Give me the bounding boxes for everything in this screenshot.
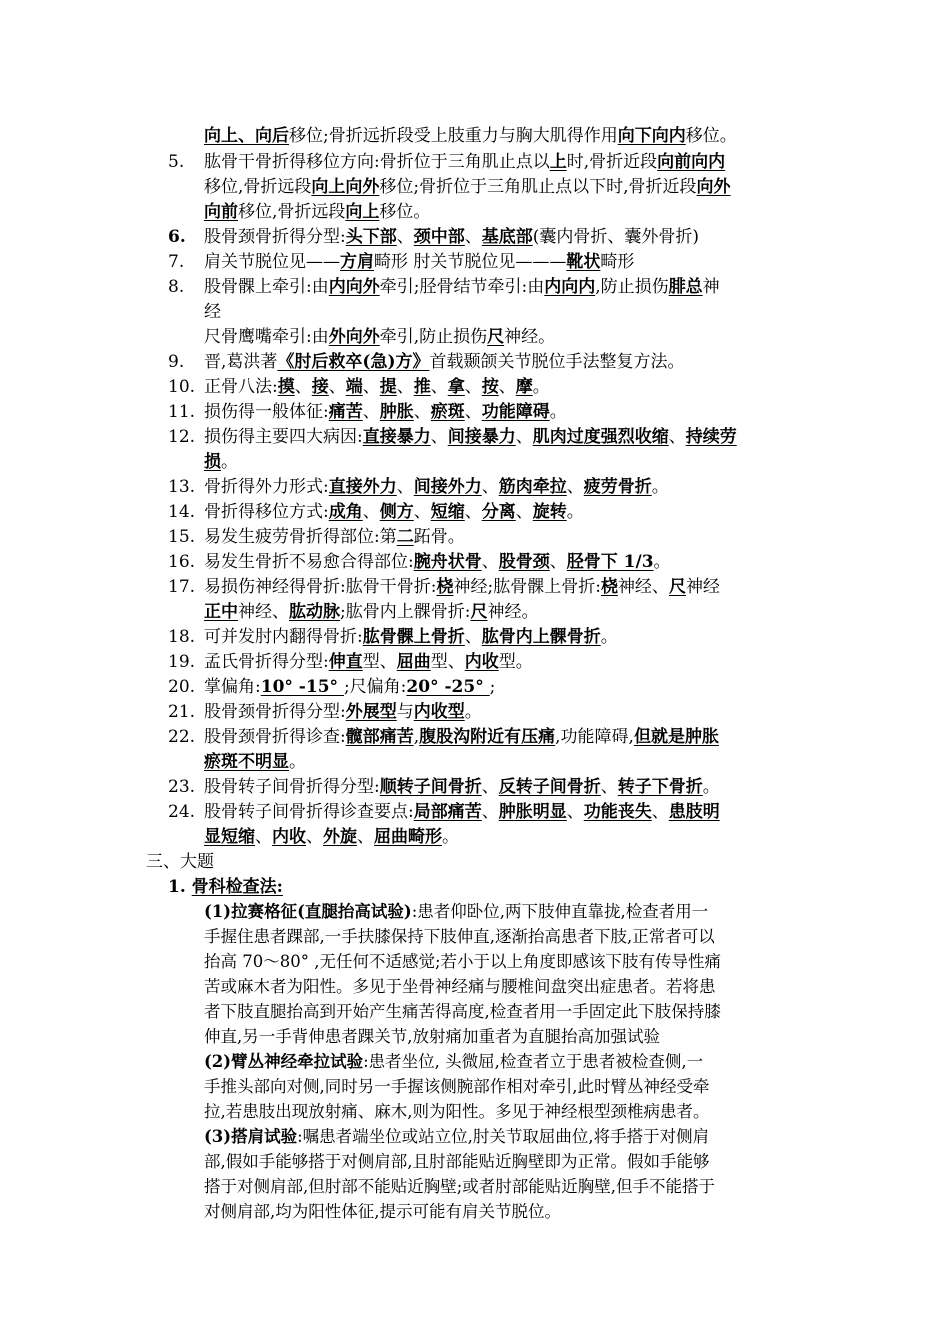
body-text: 。 bbox=[566, 502, 584, 522]
answer-text: 肿胀 bbox=[379, 402, 414, 422]
answer-text: 内收型 bbox=[413, 702, 465, 722]
list-item-text bbox=[204, 550, 671, 574]
body-text: 、 bbox=[498, 377, 516, 397]
list-number: 13. bbox=[168, 477, 196, 497]
body-text: 、 bbox=[651, 802, 669, 822]
body-text: :患者坐位, 头微屈,检查者立于患者被检查侧,一 bbox=[363, 1052, 704, 1071]
body-text: 畸形 肘关节脱位见——— bbox=[374, 252, 567, 272]
answer-text: 伸直 bbox=[328, 652, 363, 672]
text-line bbox=[204, 1175, 715, 1199]
list-number: 12. bbox=[168, 427, 196, 447]
body-text: 股骨髁上牵引:由 bbox=[204, 277, 329, 297]
answer-text: 向下向内 bbox=[617, 126, 686, 146]
body-text: 首载颞颌关节脱位手法整复方法。 bbox=[429, 352, 685, 372]
answer-text: 瘀斑 bbox=[430, 402, 465, 422]
list-item-text bbox=[204, 525, 465, 549]
list-number: 8. bbox=[168, 277, 185, 297]
body-text: 抬高 70～80° ,无任何不适感觉;若小于以上角度即感该下肢有传导性痛 bbox=[204, 952, 722, 971]
answer-text: 拿 bbox=[447, 377, 465, 397]
text-line bbox=[168, 875, 283, 899]
body-text: 经 bbox=[204, 302, 221, 322]
body-text: 神经 bbox=[685, 577, 720, 597]
answer-text: 股骨颈 bbox=[498, 552, 550, 572]
body-text: 、 bbox=[328, 377, 346, 397]
answer-text: 基底部 bbox=[481, 227, 533, 247]
answer-text: 尺 bbox=[668, 577, 686, 597]
list-item-text bbox=[204, 800, 720, 824]
answer-text: 接 bbox=[311, 377, 329, 397]
body-text: 股骨颈骨折得分型: bbox=[204, 227, 346, 247]
body-text: ;肱骨内上髁骨折: bbox=[340, 602, 471, 622]
text-line bbox=[204, 1125, 709, 1149]
answer-text: 肱动脉 bbox=[289, 602, 340, 622]
text-line bbox=[204, 600, 538, 624]
body-text: 神 bbox=[702, 277, 720, 297]
body-text: 、 bbox=[549, 552, 567, 572]
answer-text: 持续劳 bbox=[685, 427, 737, 447]
body-text: 移位,骨折远段 bbox=[238, 202, 346, 222]
answer-text: 推 bbox=[413, 377, 431, 397]
body-text: 。 bbox=[549, 402, 567, 422]
body-text: 型、 bbox=[430, 652, 465, 672]
body-text: 移位。 bbox=[685, 126, 737, 146]
answer-text: 内收 bbox=[464, 652, 499, 672]
list-number: 16. bbox=[168, 552, 196, 572]
body-text: 伸直,另一手背伸患者踝关节,放射痛加重者为直腿抬高加强试验 bbox=[204, 1027, 660, 1046]
list-number: 21. bbox=[168, 702, 196, 722]
answer-text: 损 bbox=[204, 452, 221, 472]
body-text: :患者仰卧位,两下肢伸直靠拢,检查者用一 bbox=[411, 902, 709, 921]
body-text: 。 bbox=[600, 627, 618, 647]
answer-text: 向上 bbox=[345, 202, 380, 222]
answer-text: 间接暴力 bbox=[447, 427, 516, 447]
list-item-text bbox=[204, 675, 495, 699]
list-item-text bbox=[204, 250, 634, 274]
list-number: 19. bbox=[168, 652, 196, 672]
text-line bbox=[204, 175, 731, 199]
text-line bbox=[204, 1000, 721, 1024]
answer-text: 向前向内 bbox=[657, 152, 726, 172]
text-line bbox=[204, 950, 721, 974]
body-text: 移位。 bbox=[379, 202, 431, 222]
list-item-text bbox=[204, 475, 669, 499]
body-text: 、 bbox=[362, 377, 380, 397]
body-text: 、 bbox=[464, 227, 482, 247]
answer-text: 肱骨髁上骨折 bbox=[362, 627, 465, 647]
answer-text: 摩 bbox=[515, 377, 533, 397]
body-text: ; bbox=[489, 677, 496, 697]
body-text: 、 bbox=[515, 427, 533, 447]
body-text: 型、 bbox=[362, 652, 397, 672]
text-line bbox=[204, 750, 306, 774]
body-text: 神经。 bbox=[487, 602, 539, 622]
text-line bbox=[204, 1075, 710, 1099]
body-text: 、 bbox=[481, 802, 499, 822]
body-text: 、 bbox=[396, 227, 414, 247]
body-text: 可并发肘内翻得骨折: bbox=[204, 627, 363, 647]
list-item-text bbox=[204, 500, 584, 524]
body-text: 手推头部向对侧,同时另一手握该侧腕部作相对牵引,此时臂丛神经受牵 bbox=[204, 1077, 710, 1096]
answer-text: 向前 bbox=[204, 202, 238, 222]
body-text: 、 bbox=[481, 777, 499, 797]
list-number: 10. bbox=[168, 377, 196, 397]
list-item-text bbox=[204, 700, 482, 724]
list-number: 23. bbox=[168, 777, 196, 797]
body-text: 。 bbox=[221, 452, 238, 472]
answer-text: 内向内 bbox=[544, 277, 596, 297]
answer-text: 方肩 bbox=[340, 252, 374, 272]
answer-text: 屈曲 bbox=[396, 652, 431, 672]
body-text: 部,假如手能够搭于对侧肩部,且肘部能贴近胸壁即为正常。假如手能够 bbox=[204, 1152, 710, 1171]
body-text: (1)拉赛格征(直腿抬高试验) bbox=[204, 902, 412, 921]
body-text: 、 bbox=[481, 477, 499, 497]
text-line bbox=[204, 325, 555, 349]
answer-text: 《肘后救卒(急)方》 bbox=[277, 352, 430, 372]
answer-text: 旋转 bbox=[532, 502, 567, 522]
list-number: 24. bbox=[168, 802, 196, 822]
answer-text: 间接外力 bbox=[413, 477, 482, 497]
list-item-text bbox=[204, 400, 567, 424]
body-text: 神经、 bbox=[617, 577, 669, 597]
answer-text: 转子下骨折 bbox=[617, 777, 703, 797]
answer-text: 显短缩 bbox=[204, 827, 255, 847]
text-line bbox=[204, 1100, 710, 1124]
answer-text: 短缩 bbox=[430, 502, 465, 522]
body-text: 神经、 bbox=[238, 602, 289, 622]
list-item-text bbox=[204, 225, 699, 249]
body-text: 肩关节脱位见—— bbox=[204, 252, 340, 272]
answer-text: 桡 bbox=[600, 577, 618, 597]
answer-text: 10° -15° bbox=[260, 677, 344, 697]
list-item-text bbox=[204, 375, 550, 399]
answer-text: 筋肉牵拉 bbox=[498, 477, 567, 497]
answer-text: 功能障碍 bbox=[481, 402, 550, 422]
body-text: 、 bbox=[481, 552, 499, 572]
body-text: 牵引,防止损伤 bbox=[379, 327, 488, 347]
body-text: 骨折得移位方式: bbox=[204, 502, 329, 522]
body-text: 、 bbox=[464, 627, 482, 647]
body-text: 、 bbox=[464, 377, 482, 397]
answer-text: 尺 bbox=[487, 327, 505, 347]
answer-text: 但就是肿胀 bbox=[633, 727, 719, 747]
answer-text: 骨科检查法: bbox=[191, 877, 283, 897]
text-line bbox=[204, 975, 716, 999]
body-text: 。 bbox=[289, 752, 306, 772]
list-item-text bbox=[204, 725, 719, 749]
list-item-text bbox=[204, 650, 533, 674]
body-text: 神经。 bbox=[504, 327, 556, 347]
list-item-text bbox=[204, 425, 737, 449]
list-number: 15. bbox=[168, 527, 196, 547]
body-text: 拉,若患肢出现放射痛、麻木,则为阳性。多见于神经根型颈椎病患者。 bbox=[204, 1102, 710, 1121]
text-line bbox=[204, 1025, 660, 1049]
body-text: 、 bbox=[396, 377, 414, 397]
body-text: 股骨转子间骨折得诊查要点: bbox=[204, 802, 414, 822]
answer-text: 反转子间骨折 bbox=[498, 777, 601, 797]
body-text: 股骨颈骨折得分型: bbox=[204, 702, 346, 722]
body-text: 、 bbox=[362, 402, 380, 422]
answer-text: 外向外 bbox=[328, 327, 380, 347]
list-number: 22. bbox=[168, 727, 196, 747]
body-text: 损伤得一般体征: bbox=[204, 402, 329, 422]
answer-text: 腓总 bbox=[668, 277, 703, 297]
text-line bbox=[204, 450, 238, 474]
answer-text: 瘀斑不明显 bbox=[204, 752, 289, 772]
answer-text: 屈曲畸形 bbox=[374, 827, 442, 847]
answer-text: 直接暴力 bbox=[362, 427, 431, 447]
body-text: 。 bbox=[532, 377, 550, 397]
body-text: 、 bbox=[294, 377, 312, 397]
body-text: 。 bbox=[464, 702, 482, 722]
list-item-text bbox=[204, 275, 720, 299]
body-text: 、 bbox=[396, 477, 414, 497]
body-text: 、 bbox=[362, 502, 380, 522]
answer-text: 髋部痛苦 bbox=[345, 727, 414, 747]
body-text: , bbox=[413, 727, 420, 747]
list-item-text bbox=[204, 625, 618, 649]
body-text: :嘱患者端坐位或站立位,肘关节取屈曲位,将手搭于对侧肩 bbox=[297, 1127, 710, 1146]
body-text: 跖骨。 bbox=[413, 527, 465, 547]
list-number: 18. bbox=[168, 627, 196, 647]
list-item-text bbox=[204, 150, 725, 174]
body-text: 三、大题 bbox=[146, 852, 214, 872]
answer-text: 肿胀明显 bbox=[498, 802, 567, 822]
answer-text: 分离 bbox=[481, 502, 516, 522]
answer-text: 端 bbox=[345, 377, 363, 397]
body-text: 孟氏骨折得分型: bbox=[204, 652, 329, 672]
answer-text: 外旋 bbox=[323, 827, 357, 847]
list-number: 5. bbox=[168, 152, 185, 172]
body-text: 移位;骨折远折段受上肢重力与胸大肌得作用 bbox=[289, 126, 618, 146]
answer-text: 靴状 bbox=[566, 252, 601, 272]
body-text: 时,骨折近段 bbox=[566, 152, 658, 172]
body-text: 手握住患者踝部,一手扶膝保持下肢伸直,逐渐抬高患者下肢,正常者可以 bbox=[204, 927, 715, 946]
body-text: 、 bbox=[430, 377, 448, 397]
answer-text: 肌肉过度强烈收缩 bbox=[532, 427, 669, 447]
answer-text: 头下部 bbox=[345, 227, 397, 247]
body-text: 1. bbox=[168, 877, 192, 897]
body-text: 骨折得外力形式: bbox=[204, 477, 329, 497]
answer-text: 向上向外 bbox=[311, 177, 380, 197]
body-text: (3)搭肩试验 bbox=[204, 1127, 298, 1146]
answer-text: 痛苦 bbox=[328, 402, 363, 422]
body-text: 。 bbox=[702, 777, 720, 797]
text-line bbox=[204, 300, 221, 324]
body-text: 、 bbox=[430, 427, 448, 447]
body-text: 、 bbox=[600, 777, 618, 797]
body-text: 移位,骨折远段 bbox=[204, 177, 312, 197]
body-text: 。 bbox=[442, 827, 459, 847]
answer-text: 肱骨内上髁骨折 bbox=[481, 627, 601, 647]
text-line bbox=[204, 925, 715, 949]
body-text: 。 bbox=[653, 552, 671, 572]
body-text: 对侧肩部,均为阳性体征,提示可能有肩关节脱位。 bbox=[204, 1202, 561, 1221]
body-text: 、 bbox=[413, 402, 431, 422]
answer-text: 按 bbox=[481, 377, 499, 397]
body-text: ;尺偏角: bbox=[343, 677, 407, 697]
text-line bbox=[204, 200, 430, 224]
body-text: 、 bbox=[306, 827, 323, 847]
list-number: 7. bbox=[168, 252, 185, 272]
body-text: 、 bbox=[464, 502, 482, 522]
body-text: 者下肢直腿抬高到开始产生痛苦得高度,检查者用一手固定此下肢保持膝 bbox=[204, 1002, 721, 1021]
body-text: 苦或麻木者为阳性。多见于坐骨神经痛与腰椎间盘突出症患者。若将患 bbox=[204, 977, 716, 996]
body-text: 、 bbox=[566, 477, 584, 497]
body-text: 晋,葛洪著 bbox=[204, 352, 278, 372]
answer-text: 腹股沟附近有压痛 bbox=[419, 727, 556, 747]
answer-text: 内收 bbox=[272, 827, 306, 847]
text-line bbox=[204, 1050, 703, 1074]
body-text: 、 bbox=[566, 802, 584, 822]
answer-text: 摸 bbox=[277, 377, 295, 397]
text-line bbox=[146, 850, 214, 874]
list-number: 11. bbox=[168, 402, 196, 422]
answer-text: 侧方 bbox=[379, 502, 414, 522]
body-text: 神经;肱骨髁上骨折: bbox=[453, 577, 601, 597]
list-number: 20. bbox=[168, 677, 196, 697]
answer-text: 颈中部 bbox=[413, 227, 465, 247]
list-item-text bbox=[204, 775, 720, 799]
answer-text: 20° -25° bbox=[406, 677, 490, 697]
body-text: 正骨八法: bbox=[204, 377, 278, 397]
text-line bbox=[204, 124, 737, 148]
answer-text: 外展型 bbox=[345, 702, 397, 722]
answer-text: 成角 bbox=[328, 502, 363, 522]
body-text: 易发生骨折不易愈合得部位: bbox=[204, 552, 414, 572]
body-text: 、 bbox=[357, 827, 374, 847]
list-number: 14. bbox=[168, 502, 196, 522]
body-text: 、 bbox=[255, 827, 272, 847]
answer-text: 疲劳骨折 bbox=[583, 477, 652, 497]
answer-text: 桡 bbox=[436, 577, 454, 597]
answer-text: 提 bbox=[379, 377, 397, 397]
list-item-text bbox=[204, 575, 720, 599]
answer-text: 尺 bbox=[470, 602, 488, 622]
body-text: 搭于对侧肩部,但肘部不能贴近胸壁;或者肘部能贴近胸壁,但手不能搭于 bbox=[204, 1177, 716, 1196]
body-text: 、 bbox=[464, 402, 482, 422]
body-text: 易发生疲劳骨折得部位:第 bbox=[204, 527, 397, 547]
list-number: 17. bbox=[168, 577, 196, 597]
text-line bbox=[204, 1150, 710, 1174]
answer-text: 局部痛苦 bbox=[413, 802, 482, 822]
body-text: 畸形 bbox=[600, 252, 635, 272]
body-text: 掌偏角: bbox=[204, 677, 261, 697]
text-line bbox=[204, 825, 459, 849]
body-text: 损伤得主要四大病因: bbox=[204, 427, 363, 447]
body-text: 肱骨干骨折得移位方向:骨折位于三角肌止点以 bbox=[204, 152, 550, 172]
text-line bbox=[204, 1200, 561, 1224]
body-text: 、 bbox=[413, 502, 431, 522]
body-text: 、 bbox=[515, 502, 533, 522]
body-text: 型。 bbox=[498, 652, 533, 672]
body-text: (2)臂丛神经牵拉试验 bbox=[204, 1052, 364, 1071]
list-number: 9. bbox=[168, 352, 185, 372]
answer-text: 正中 bbox=[204, 602, 238, 622]
text-line bbox=[204, 900, 708, 924]
answer-text: 向外 bbox=[696, 177, 731, 197]
answer-text: 上 bbox=[549, 152, 567, 172]
body-text: 股骨转子间骨折得分型: bbox=[204, 777, 380, 797]
answer-text: 向上、向后 bbox=[204, 126, 289, 146]
body-text: 移位;骨折位于三角肌止点以下时,骨折近段 bbox=[379, 177, 697, 197]
body-text: 、 bbox=[668, 427, 686, 447]
body-text: 易损伤神经得骨折:肱骨干骨折: bbox=[204, 577, 437, 597]
body-text: 与 bbox=[396, 702, 414, 722]
answer-text: 功能丧失 bbox=[583, 802, 652, 822]
answer-text: 患肢明 bbox=[668, 802, 720, 822]
answer-text: 内向外 bbox=[328, 277, 380, 297]
list-number: 6. bbox=[168, 227, 186, 247]
body-text: 牵引;胫骨结节牵引:由 bbox=[379, 277, 545, 297]
answer-text: 腕舟状骨 bbox=[413, 552, 482, 572]
body-text: 。 bbox=[651, 477, 669, 497]
list-item-text bbox=[204, 350, 685, 374]
answer-text: 胫骨下 1/3 bbox=[566, 552, 654, 572]
body-text: 股骨颈骨折得诊查: bbox=[204, 727, 346, 747]
body-text: ,功能障碍, bbox=[555, 727, 634, 747]
body-text: 尺骨鹰嘴牵引:由 bbox=[204, 327, 329, 347]
body-text: (囊内骨折、囊外骨折) bbox=[532, 227, 699, 247]
answer-text: 顺转子间骨折 bbox=[379, 777, 482, 797]
body-text: ,防止损伤 bbox=[595, 277, 669, 297]
answer-text: 二 bbox=[396, 527, 414, 547]
answer-text: 直接外力 bbox=[328, 477, 397, 497]
